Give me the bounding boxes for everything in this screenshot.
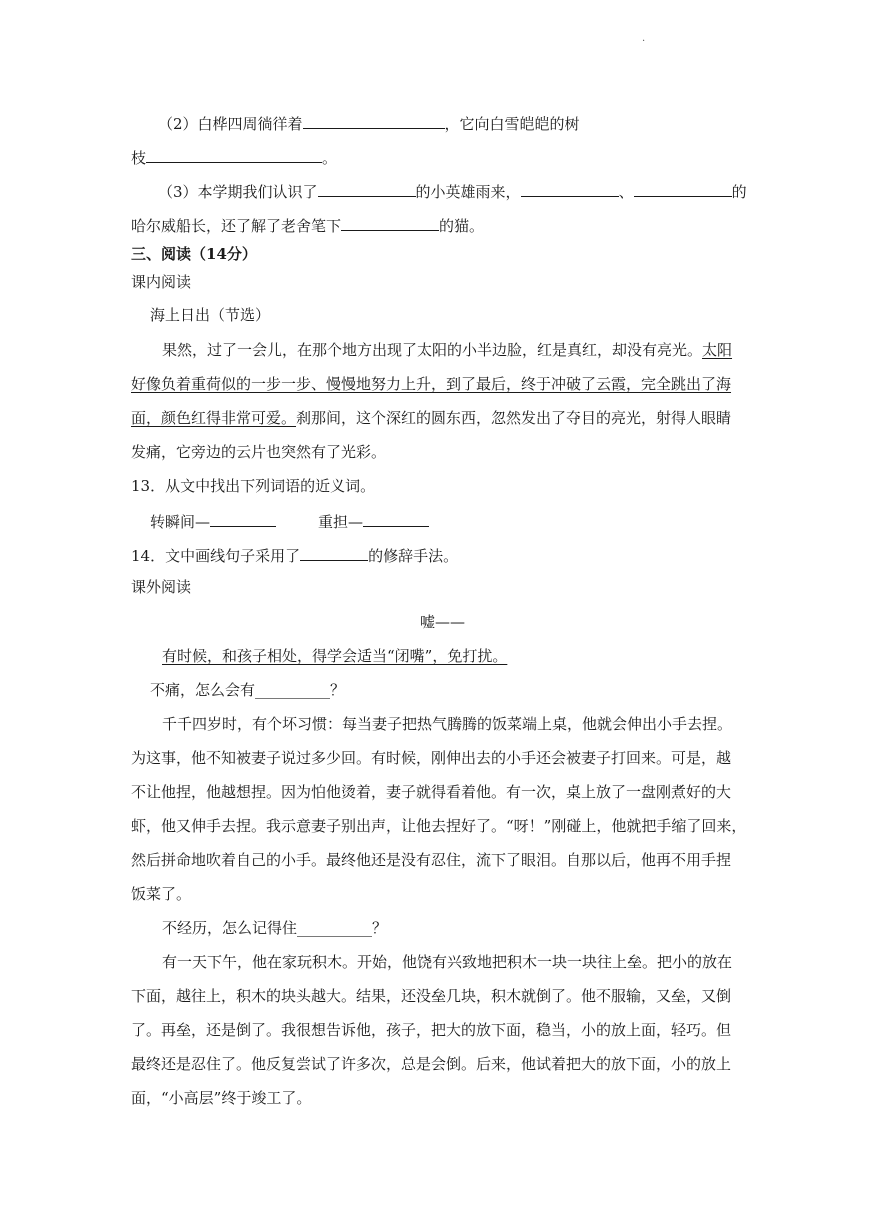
q14-text-end: 的修辞手法。 — [368, 547, 459, 565]
q3-blank1[interactable] — [318, 179, 416, 197]
question-14 — [131, 543, 458, 567]
q3-blank4[interactable] — [341, 213, 439, 231]
q3-text-end: 的猫。 — [439, 217, 485, 235]
q3-text-part3: 的 — [731, 183, 747, 201]
story-para2-line: 了。再垒，还是倒了。我很想告诉他，孩子，把大的放下面，稳当，小的放上面，轻巧。但 — [131, 1021, 732, 1039]
story-para2-line: 下面，越往上，积木的块头越大。结果，还没垒几块，积木就倒了。他不服输，又垒，又倒 — [131, 987, 732, 1005]
story-title: 嘘—— — [420, 613, 466, 631]
q13-word2: 重担— — [318, 513, 364, 531]
q3-blank3[interactable] — [634, 179, 732, 197]
inclass-reading-label: 课内阅读 — [131, 273, 192, 291]
fill-in-q3-line2 — [131, 213, 484, 237]
story-subheading-1: 不痛，怎么会有__________？ — [150, 681, 346, 699]
passage-line-3 — [131, 407, 731, 429]
passage-line-2: 好像负着重荷似的一步一步、慢慢地努力上升，到了最后，终于冲破了云霞，完全跳出了海 — [131, 375, 732, 393]
question-13-answers — [150, 509, 429, 533]
story-para1-line: 千千四岁时，有个坏习惯：每当妻子把热气腾腾的饭菜端上桌，他就会伸出小手去捏。 — [162, 715, 733, 733]
passage-text: 果然，过了一会儿，在那个地方出现了太阳的小半边脸，红是真红，却没有亮光。 — [162, 341, 703, 359]
passage-line-1 — [162, 339, 732, 361]
story-para1-line: 为这事，他不知被妻子说过多少回。有时候，刚伸出去的小手还会被妻子打回来。可是，越 — [131, 749, 732, 767]
fill-in-q3-line1 — [158, 179, 747, 203]
passage-text: 刹那间，这个深红的圆东西，忽然发出了夺目的亮光，射得人眼睛 — [296, 409, 732, 427]
story-para2-line: 有一天下午，他在家玩积木。开始，他饶有兴致地把积木一块一块往上垒。把小的放在 — [162, 953, 733, 971]
underlined-sentence: 太阳 — [702, 341, 733, 359]
story-para1-line: 不让他捏，他越想捏。因为怕他烫着，妻子就得看着他。有一次，桌上放了一盘刚煮好的大 — [131, 783, 732, 801]
q2-blank2[interactable] — [146, 145, 322, 163]
story-para1-line: 饭菜了。 — [131, 885, 192, 903]
q2-blank1[interactable] — [303, 111, 445, 129]
question-13: 13．从文中找出下列词语的近义词。 — [131, 477, 376, 495]
q3-text-part4: 哈尔威船长，还了解了老舍笔下 — [131, 217, 342, 235]
q3-text-part1: （3）本学期我们认识了 — [158, 183, 318, 201]
q13-word1: 转瞬间— — [150, 513, 211, 531]
q14-blank[interactable] — [300, 543, 368, 561]
passage-title: 海上日出（节选） — [150, 306, 271, 324]
page-mark: . — [642, 33, 646, 44]
outclass-reading-label: 课外阅读 — [131, 578, 192, 596]
q13-blank2[interactable] — [363, 509, 429, 527]
story-lead: 有时候，和孩子相处，得学会适当“闭嘴”，免打扰。 — [162, 647, 508, 665]
story-para1-line: 虾，他又伸手去捏。我示意妻子别出声，让他去捏好了。“呀！”刚碰上，他就把手缩了回来， — [131, 817, 747, 835]
q14-text: 14．文中画线句子采用了 — [131, 547, 301, 565]
passage-line-4: 发痛，它旁边的云片也突然有了光彩。 — [131, 443, 387, 461]
fill-in-q2-line2 — [131, 145, 337, 169]
q3-blank2[interactable] — [521, 179, 619, 197]
story-subheading-2: 不经历，怎么记得住__________？ — [162, 919, 388, 937]
story-para2-line: 面，“小高层”终于竣工了。 — [131, 1089, 312, 1107]
q3-separator: 、 — [618, 183, 634, 201]
q2-text-end: 。 — [322, 149, 338, 167]
section-heading: 三、阅读（14分） — [131, 245, 257, 263]
story-para1-line: 然后拼命地吹着自己的小手。最终他还是没有忍住，流下了眼泪。自那以后，他再不用手捏 — [131, 851, 732, 869]
q2-text-part3: 枝 — [131, 149, 147, 167]
fill-in-q2-line1 — [158, 111, 580, 135]
q13-blank1[interactable] — [210, 509, 276, 527]
q3-text-part2: 的小英雄雨来， — [415, 183, 521, 201]
q2-text-part1: （2）白桦四周徜徉着 — [158, 115, 303, 133]
story-para2-line: 最终还是忍住了。他反复尝试了许多次，总是会倒。后来，他试着把大的放下面，小的放上 — [131, 1055, 732, 1073]
q2-text-part2: ，它向白雪皑皑的树 — [444, 115, 580, 133]
underlined-sentence-end: 面，颜色红得非常可爱。 — [131, 409, 297, 427]
